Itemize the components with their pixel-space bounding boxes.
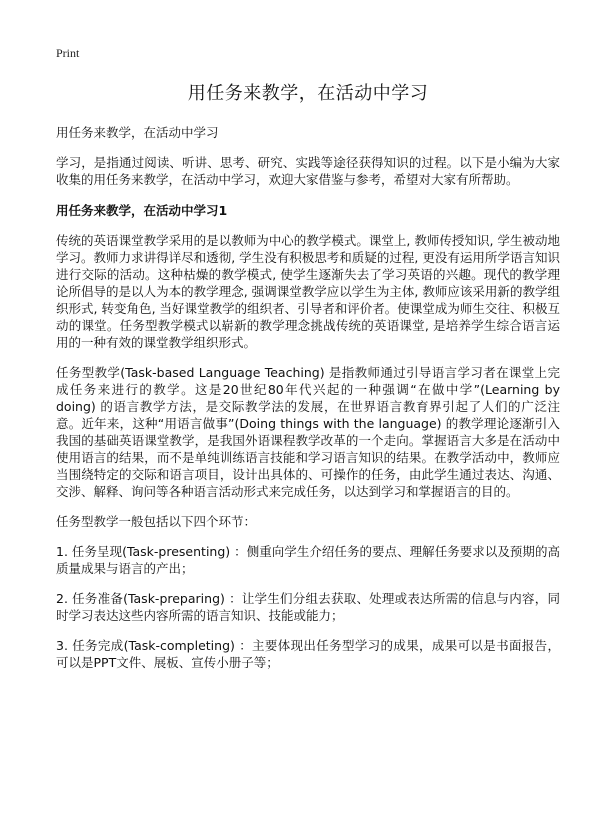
body-paragraph-four-stages: 任务型教学一般包括以下四个环节： [56, 514, 257, 529]
body-paragraph-teacher-centered: 传统的英语课堂教学采用的是以教师为中心的教学模式。课堂上, 教师传授知识, 学生被动地学习。教师力求讲得详尽和透彻, 学生没有积极思考和质疑的过程, 更没有运用所学语言知识进行交际的活动。这种枯燥的教学模式, 使学生逐渐失去了学习英语的兴趣。现代的教学理论所倡导的是以人为本的教学理念, 强调课堂教学应以学生为主体, 教师应该采用新的教学组织形式, 转变角色, 当好课堂教学的组织者、引导者和评价者。使课堂成为师生交往、积极互动的课堂。任务型教学模式以崭新的教学理念挑战传统的英语课堂, 是培养学生综合语言运用的一种有效的课堂教学组织形式。 [56, 233, 560, 350]
list-item-task-preparing: 2. 任务准备(Task-preparing) ：让学生们分组去获取、处理或表达所需的信息与内容，同时学习表达这些内容所需的语言知识、技能或能力； [56, 591, 560, 623]
document-title: 用任务来教学，在活动中学习 [187, 83, 429, 104]
body-paragraph-tblt-definition: 任务型教学(Task-based Language Teaching) 是指教师通过引导语言学习者在课堂上完成任务来进行的教学。这是20世纪80年代兴起的一种强调“在做中学”(Learning by doing) 的语言教学方法，是交际教学法的发展，在世界语言教育界引起了人们的广泛注意。近年来，这种“用语言做事”(Doing things with the language) 的教学理论逐渐引入我国的基础英语课堂教学，是我国外语课程教学改革的一个走向。掌握语言大多是在活动中使用语言的结果，而不是单纯训练语言技能和学习语言知识的结果。在教学活动中，教师应当围绕特定的交际和语言项目，设计出具体的、可操作的任务，由此学生通过表达、沟通、交涉、解释、询问等各种语言活动形式来完成任务，以达到学习和掌握语言的目的。 [56, 365, 560, 499]
print-link[interactable]: Print [56, 46, 80, 60]
list-item-task-presenting: 1. 任务呈现(Task-presenting) ：侧重向学生介绍任务的要点、理解任务要求以及预期的高质量成果与语言的产出； [56, 544, 560, 576]
list-item-task-completing: 3. 任务完成(Task-completing) ：主要体现出任务型学习的成果，成果可以是书面报告，可以是PPT文件、展板、宣传小册子等； [56, 638, 560, 670]
section-heading: 用任务来教学，在活动中学习1 [56, 203, 228, 218]
document-subtitle: 用任务来教学，在活动中学习 [56, 125, 219, 140]
intro-paragraph: 学习，是指通过阅读、听讲、思考、研究、实践等途径获得知识的过程。以下是小编为大家收集的用任务来教学，在活动中学习，欢迎大家借鉴与参考，希望对大家有所帮助。 [56, 155, 560, 187]
